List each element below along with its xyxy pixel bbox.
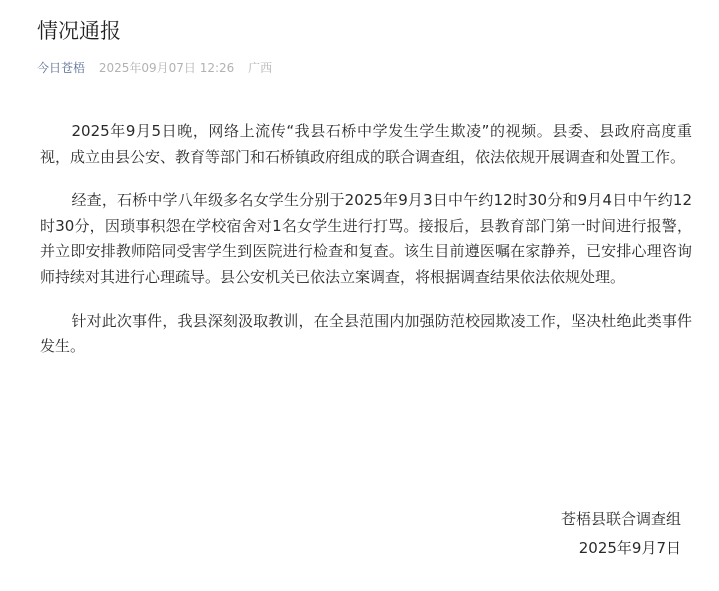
signature-org: 苍梧县联合调查组	[560, 510, 681, 528]
publish-datetime: 2025年09月07日 12:26	[98, 61, 235, 75]
signature-block	[561, 505, 681, 563]
article-meta	[37, 59, 272, 77]
paragraph: 经查，石桥中学八年级多名女学生分别于2025年9月3日中午约12时30分和9月4日中午约12时30分，因琐事积怨在学校宿舍对1名女学生进行打骂。接报后，县教育部门第一时间进行报警，并立即安排教师陪同受害学生到医院进行检查和复查。该生目前遵医嘱在家静养，已安排心理咨询师持续对其进行心理疏导。县公安机关已依法立案调查，将根据调查结果依法依规处理。	[40, 191, 692, 286]
signature-date: 2025年9月7日	[578, 539, 681, 557]
paragraph: 2025年9月5日晚，网络上流传“我县石桥中学发生学生欺凌”的视频。县委、县政府高度重视，成立由县公安、教育等部门和石桥镇政府组成的联合调查组，依法依规开展调查和处置工作。	[40, 122, 692, 166]
article-title: 情况通报	[37, 19, 121, 43]
article-body	[40, 119, 692, 360]
paragraph: 针对此次事件，我县深刻汲取教训，在全县范围内加强防范校园欺凌工作，坚决杜绝此类事件发生。	[40, 311, 692, 356]
source-account-link[interactable]: 今日苍梧	[37, 61, 86, 75]
publish-location: 广西	[248, 61, 273, 75]
